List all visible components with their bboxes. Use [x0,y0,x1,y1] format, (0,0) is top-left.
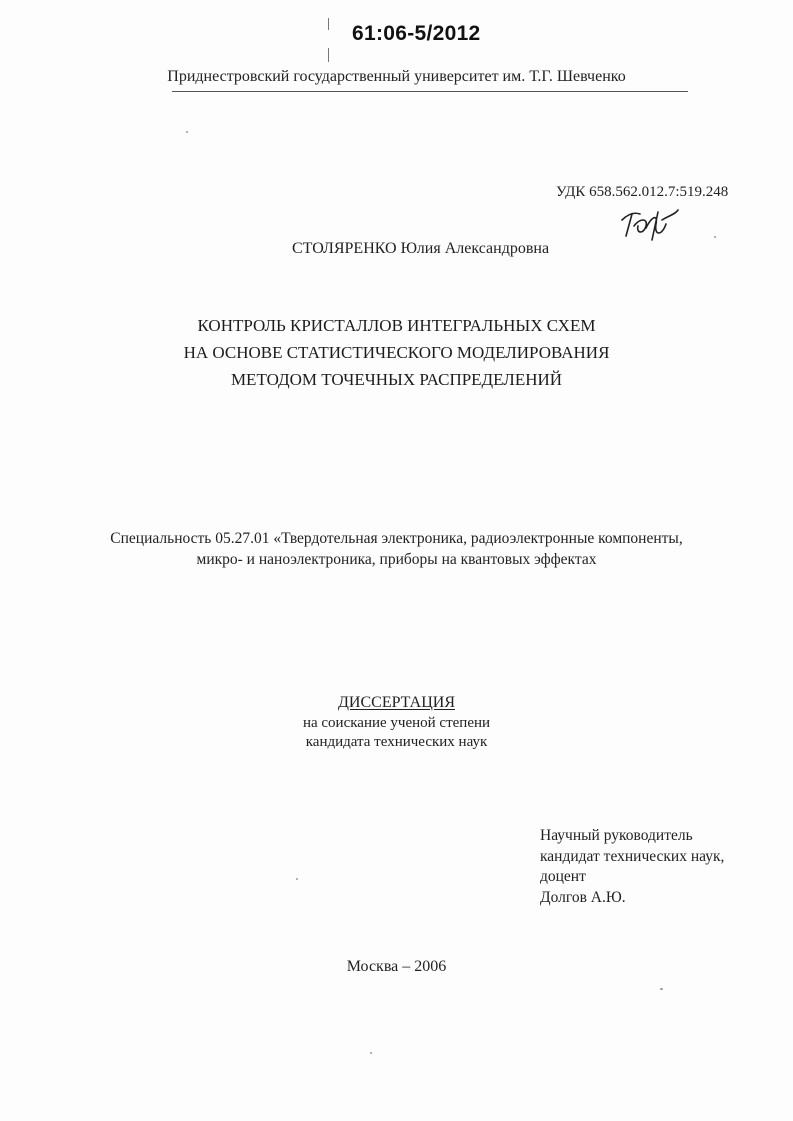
catalog-number: 61:06-5/2012 [352,22,481,45]
scan-mark [328,18,329,30]
scan-speck [714,236,716,238]
scan-speck [186,131,188,133]
supervisor-block [540,826,724,908]
title-line: МЕТОДОМ ТОЧЕЧНЫХ РАСПРЕДЕЛЕНИЙ [230,370,563,389]
university-name: Приднестровский государственный университет им. Т.Г. Шевченко [167,68,626,85]
degree-line: кандидата технических наук [305,734,488,750]
university-underline [172,91,688,92]
dissertation-title [0,312,793,393]
scan-speck [296,878,298,880]
scan-speck [660,988,663,990]
supervisor-line: Научный руководитель [540,827,693,844]
city-year: Москва – 2006 [346,958,447,975]
udc-code: УДК 658.562.012.7:519.248 [556,184,729,200]
title-line: НА ОСНОВЕ СТАТИСТИЧЕСКОГО МОДЕЛИРОВАНИЯ [183,343,610,362]
scan-speck [370,1052,372,1054]
supervisor-line: кандидат технических наук, [540,847,725,865]
specialty-text [0,528,793,570]
handwritten-signature-icon [618,206,680,242]
degree-heading: ДИССЕРТАЦИЯ [338,694,455,711]
specialty-line: микро- и наноэлектроника, приборы на квантовых эффектах [196,551,597,568]
specialty-line: Специальность 05.27.01 «Твердотельная электроника, радиоэлектронные компоненты, [110,530,683,547]
degree-block [0,692,793,752]
author-name: СТОЛЯРЕНКО Юлия Александровна [292,240,550,257]
title-line: КОНТРОЛЬ КРИСТАЛЛОВ ИНТЕГРАЛЬНЫХ СХЕМ [197,316,596,335]
supervisor-line: Долгов А.Ю. [540,888,626,906]
supervisor-line: доцент [540,868,586,885]
scan-mark [328,48,329,62]
degree-line: на соискание ученой степени [302,715,491,731]
